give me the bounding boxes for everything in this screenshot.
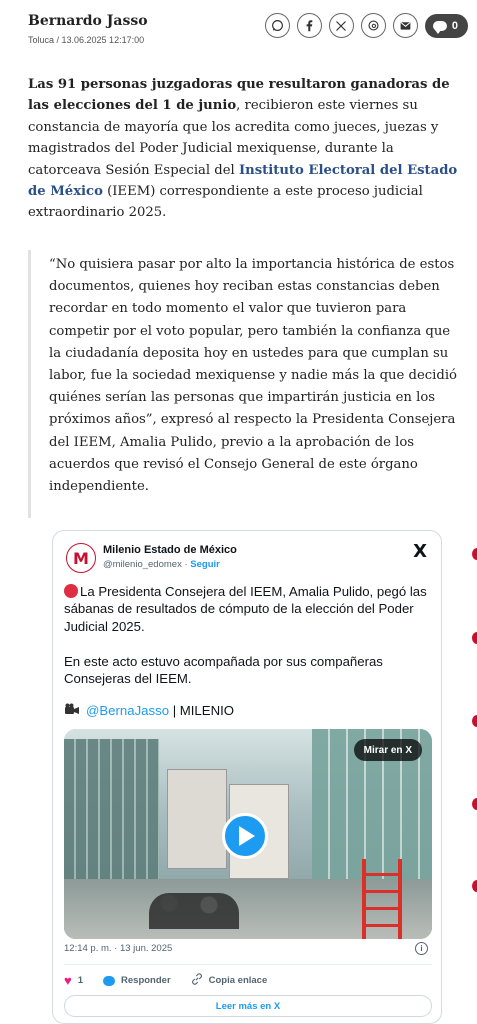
facebook-icon[interactable]	[297, 13, 322, 38]
embedded-tweet[interactable]	[52, 530, 442, 1024]
edge-marker	[472, 548, 477, 560]
watch-on-x-button[interactable]: Mirar en X	[354, 739, 422, 761]
tweet-handle[interactable]: @milenio_edomex	[103, 559, 182, 570]
video-ladder	[362, 859, 402, 939]
like-button[interactable]	[64, 973, 83, 988]
lead-text-1: , recibieron este viernes su constancia de mayoría que los acredita como jueces, juezas y magistrados del Poder Judicial mexiquense, durante la catorceava Sesión Especial del	[28, 98, 439, 178]
comment-bubble-icon	[433, 21, 447, 31]
reply-bubble-icon	[103, 976, 115, 986]
follow-button[interactable]: Seguir	[190, 559, 220, 570]
avatar-letter: M	[73, 548, 89, 568]
lead-bold: Las 91 personas juzgadoras que resultaron ganadoras de las elecciones del 1 de junio	[28, 77, 450, 114]
comment-count: 0	[451, 19, 458, 32]
heart-icon: ♥	[64, 973, 72, 988]
comments-button[interactable]	[425, 14, 468, 38]
link-icon	[191, 973, 203, 988]
article-meta: Toluca / 13.06.2025 12:17:00	[28, 35, 145, 45]
edge-marker	[472, 715, 477, 727]
play-icon[interactable]	[222, 813, 268, 859]
tweet-actions	[64, 973, 287, 988]
share-bar	[265, 13, 468, 38]
x-logo-icon[interactable]: X	[413, 541, 427, 562]
tweet-text	[64, 583, 434, 687]
red-circle-icon	[64, 584, 78, 598]
read-more-on-x-button[interactable]: Leer más en X	[64, 995, 432, 1017]
video-results-sheet	[167, 769, 227, 869]
article-header	[28, 10, 468, 50]
blockquote	[28, 250, 464, 518]
x-icon[interactable]	[329, 13, 354, 38]
milenio-avatar[interactable]	[66, 543, 96, 573]
info-icon[interactable]: i	[415, 942, 428, 955]
reply-button[interactable]	[103, 975, 171, 986]
tweet-timestamp[interactable]: 12:14 p. m. · 13 jun. 2025	[64, 943, 173, 954]
quote-text: “No quisiera pasar por alto la importancia histórica de estos documentos, quienes hoy reciban estas constancias deben recordar en todo momento el valor que tuvieron para competir por el voto popular, pero también la confianza que la ciudadanía deposita hoy en ustedes para que cumplan su labor, fue la sociedad mexiquense y nadie más la que decidió quiénes serían las personas que impartirán justicia en los próximos años”, expresó al respecto la Presidenta Consejera del IEEM, Amalia Pulido, previo a la aprobación de los acuerdos que revisó el Consejo General de este órgano independiente.	[49, 257, 457, 495]
copy-link-label: Copia enlace	[208, 975, 268, 986]
video-camera-icon	[64, 703, 80, 718]
copy-link-button[interactable]	[191, 973, 268, 988]
like-count: 1	[77, 975, 84, 986]
lead-text-2: (IEEM) correspondiente a este proceso judicial extraordinario 2025.	[28, 184, 423, 221]
threads-icon[interactable]	[361, 13, 386, 38]
edge-marker	[472, 798, 477, 810]
reply-label: Responder	[121, 975, 171, 986]
edge-marker	[472, 880, 477, 892]
tweet-body: La Presidenta Consejera del IEEM, Amalia Pulido, pegó las sábanas de resultados de cómputo de la elección del Poder Judicial 2025. En este acto estuvo acompañada por sus compañeras Consejeras del IEEM.	[64, 584, 427, 687]
credit-rest: | MILENIO	[169, 703, 235, 718]
tweet-handle-row	[103, 559, 220, 570]
tweet-video[interactable]	[64, 729, 432, 939]
mention-link[interactable]: @BernaJasso	[86, 703, 170, 718]
edge-marker	[472, 632, 477, 644]
video-people	[149, 893, 239, 929]
handle-separator: ·	[181, 559, 191, 570]
lead-paragraph	[28, 74, 458, 224]
tweet-divider	[64, 964, 432, 965]
whatsapp-icon[interactable]	[265, 13, 290, 38]
email-icon[interactable]	[393, 13, 418, 38]
ieem-link[interactable]: Instituto Electoral del Estado de México	[28, 162, 458, 200]
author-name[interactable]: Bernardo Jasso	[28, 13, 148, 29]
tweet-author-name[interactable]: Milenio Estado de México	[103, 544, 237, 556]
tweet-credit	[64, 703, 234, 718]
